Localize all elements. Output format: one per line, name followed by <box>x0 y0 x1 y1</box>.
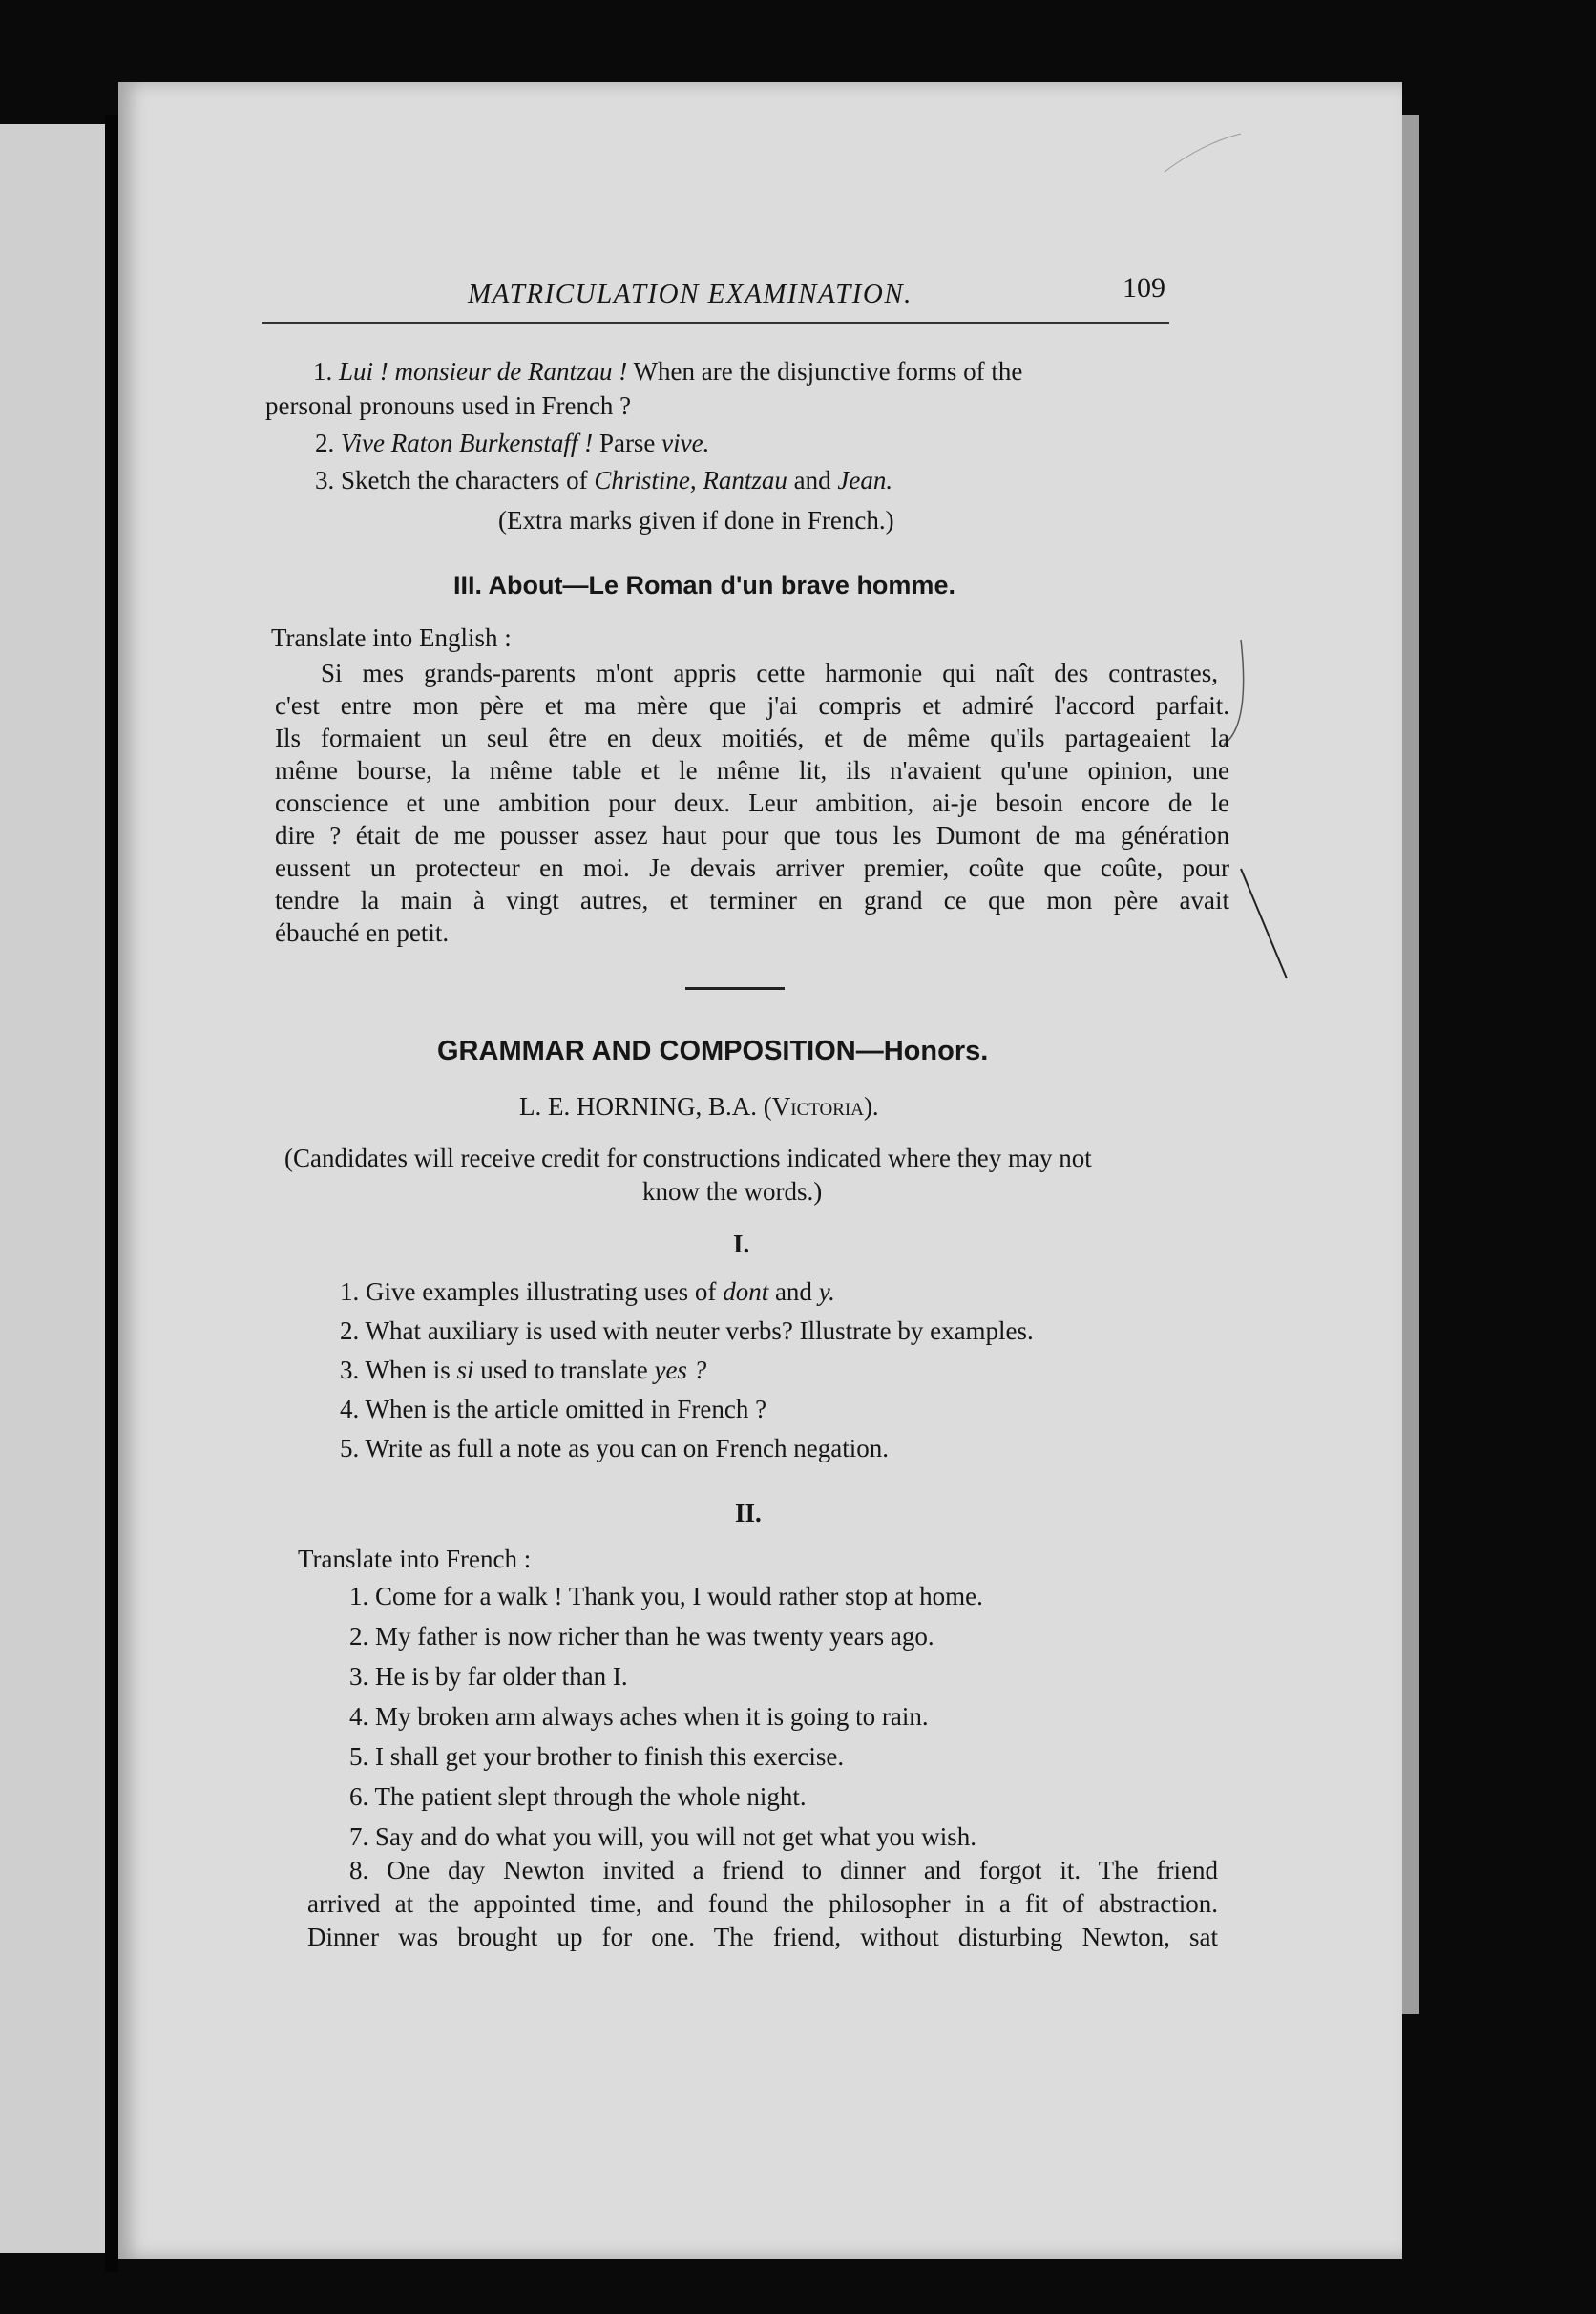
part-i-item-3: 3. When is si used to translate yes ? <box>340 1356 707 1384</box>
header-rule <box>262 322 1169 324</box>
part-ii-label: II. <box>735 1499 762 1527</box>
grammar-heading: GRAMMAR AND COMPOSITION—Honors. <box>437 1036 989 1066</box>
running-header: MATRICULATION EXAMINATION. <box>468 279 913 309</box>
page-edge <box>1402 115 1419 2014</box>
part-ii-item-1: 1. Come for a walk ! Thank you, I would rather stop at home. <box>349 1582 983 1610</box>
question-a-2: 2. Vive Raton Burkenstaff ! Parse vive. <box>315 429 710 457</box>
part-ii-item-5: 5. I shall get your brother to finish this exercise. <box>349 1742 845 1771</box>
part-i-label: I. <box>733 1230 750 1258</box>
passage-line: conscience et une ambition pour deux. Leur ambition, ai-je besoin encore de le <box>275 789 1229 817</box>
passage-line: c'est entre mon père et ma mère que j'ai compris et admiré l'accord parfait. <box>275 691 1229 720</box>
question-a-1: 1. Lui ! monsieur de Rantzau ! When are the disjunctive forms of the <box>313 357 1023 386</box>
extra-marks-note: (Extra marks given if done in French.) <box>498 506 894 535</box>
passage-line: même bourse, la même table et le même lit, ils n'avaient qu'une opinion, une <box>275 756 1229 785</box>
part-i-item-2: 2. What auxiliary is used with neuter verbs? Illustrate by examples. <box>340 1316 1034 1345</box>
section-iii-heading: III. About—Le Roman d'un brave homme. <box>453 571 956 600</box>
candidates-note-line2: know the words.) <box>642 1177 823 1206</box>
part-ii-item-7: 7. Say and do what you will, you will not get what you wish. <box>349 1822 976 1851</box>
passage-line: dire ? était de me pousser assez haut pour que tous les Dumont de ma génération <box>275 821 1229 850</box>
part-ii-item-6: 6. The patient slept through the whole night. <box>349 1782 807 1811</box>
translate-into-english: Translate into English : <box>271 623 512 652</box>
section-divider <box>685 987 785 990</box>
passage-line: Ils formaient un seul être en deux moitiés, et de même qu'ils partageaient la <box>275 724 1229 752</box>
book-spine <box>105 115 118 2272</box>
translate-into-french: Translate into French : <box>298 1545 532 1573</box>
part-ii-item-2: 2. My father is now richer than he was twenty years ago. <box>349 1622 934 1651</box>
facing-page-strip <box>0 124 105 2253</box>
part-ii-item-4: 4. My broken arm always aches when it is going to rain. <box>349 1702 929 1731</box>
examiner: L. E. HORNING, B.A. (Victoria). <box>519 1092 879 1121</box>
part-ii-item-8-line3: Dinner was brought up for one. The friend, without disturbing Newton, sat <box>307 1923 1218 1951</box>
passage-line: ébauché en petit. <box>275 918 450 947</box>
passage-line: eussent un protecteur en moi. Je devais arriver premier, coûte que coûte, pour <box>275 853 1229 882</box>
question-a-3: 3. Sketch the characters of Christine, Rantzau and Jean. <box>315 466 893 494</box>
part-ii-item-8-line2: arrived at the appointed time, and found the philosopher in a fit of abstraction. <box>307 1889 1218 1918</box>
part-i-item-5: 5. Write as full a note as you can on French negation. <box>340 1434 890 1462</box>
part-ii-item-3: 3. He is by far older than I. <box>349 1662 628 1691</box>
passage-line: Si mes grands-parents m'ont appris cette harmonie qui naît des contrastes, <box>321 659 1218 687</box>
part-ii-item-8-line1: 8. One day Newton invited a friend to dinner and forgot it. The friend <box>349 1856 1218 1884</box>
passage-line: tendre la main à vingt autres, et terminer en grand ce que mon père avait <box>275 886 1229 915</box>
part-i-item-4: 4. When is the article omitted in French ? <box>340 1395 767 1423</box>
page-number: 109 <box>1123 272 1166 304</box>
question-a-1-cont: personal pronouns used in French ? <box>265 391 632 420</box>
candidates-note-line1: (Candidates will receive credit for constructions indicated where they may not <box>284 1144 1092 1172</box>
part-i-item-1: 1. Give examples illustrating uses of dont and y. <box>340 1277 835 1306</box>
